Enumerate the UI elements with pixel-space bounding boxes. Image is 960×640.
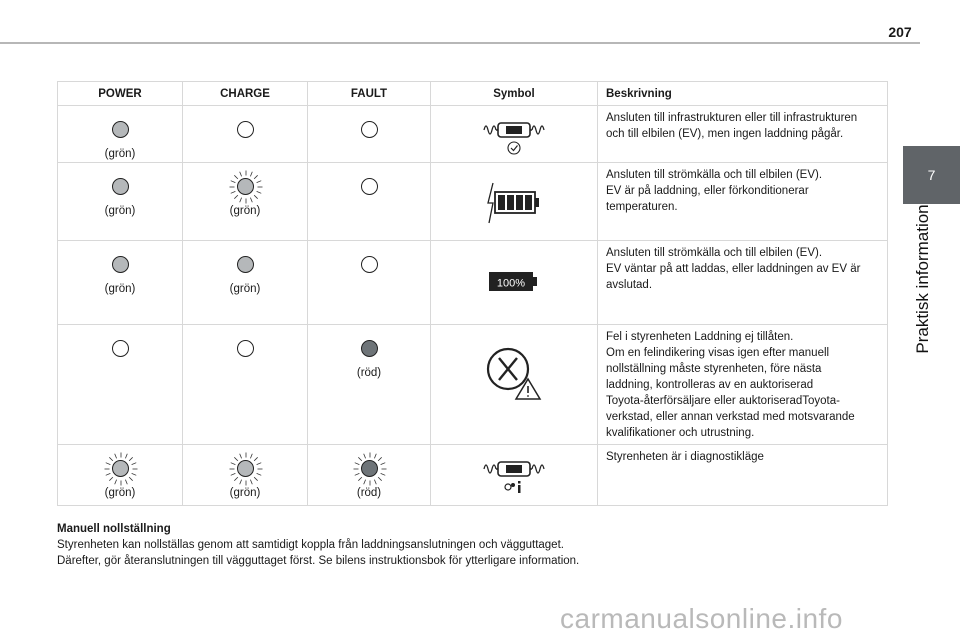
led-cell-power	[58, 325, 183, 445]
description-line: Styrenheten är i diagnostikläge	[606, 451, 764, 463]
description-line: nollställning måste styrenheten, före nästa	[606, 363, 822, 375]
led-cell-charge	[183, 241, 308, 325]
plug-diagnostic-icon	[431, 445, 597, 497]
battery-charging-icon	[431, 163, 597, 225]
description-cell	[598, 445, 888, 506]
led-color-label: (grön)	[104, 283, 136, 295]
led-cell-charge	[183, 106, 308, 163]
led-cell-charge	[183, 445, 308, 506]
header-divider	[0, 42, 920, 44]
table-row	[58, 445, 888, 506]
symbol-cell	[431, 241, 598, 325]
description-line: Ansluten till strömkälla och till elbilen (EV).	[606, 247, 823, 259]
led-off-icon	[361, 121, 378, 138]
led-on-green-icon	[112, 256, 129, 273]
table-row	[58, 325, 888, 445]
led-cell-power	[58, 241, 183, 325]
fault-warning-icon	[431, 325, 597, 401]
note-line: Styrenheten kan nollställas genom att samtidigt koppla från laddningsanslutningen och vägguttaget.	[57, 539, 564, 551]
description-line: Ansluten till infrastrukturen eller till infrastrukturen	[606, 112, 858, 124]
led-on-red-icon	[361, 340, 378, 357]
symbol-cell	[431, 163, 598, 241]
description-cell	[598, 325, 888, 445]
table-row	[58, 163, 888, 241]
led-off-icon	[112, 340, 129, 357]
led-color-label: (grön)	[104, 148, 136, 160]
led-cell-fault	[308, 325, 431, 445]
led-color-label: (grön)	[229, 487, 261, 499]
description-cell	[598, 106, 888, 163]
led-off-icon	[237, 340, 254, 357]
led-color-label: (röd)	[356, 367, 382, 379]
table-header-row	[58, 82, 888, 106]
led-cell-fault	[308, 106, 431, 163]
led-off-icon	[361, 256, 378, 273]
led-blinking-green-icon	[112, 460, 129, 477]
led-cell-fault	[308, 163, 431, 241]
led-color-label: (grön)	[104, 487, 136, 499]
led-cell-charge	[183, 163, 308, 241]
led-color-label: (röd)	[356, 487, 382, 499]
note-line: Därefter, gör återanslutningen till vägguttaget först. Se bilens instruktionsbok för ytterligare information.	[57, 555, 580, 567]
led-color-label: (grön)	[229, 205, 261, 217]
led-cell-charge	[183, 325, 308, 445]
led-cell-fault	[308, 445, 431, 506]
led-off-icon	[361, 178, 378, 195]
header-symbol: Symbol	[431, 82, 598, 106]
led-off-icon	[237, 121, 254, 138]
led-on-green-icon	[112, 178, 129, 195]
header-fault: FAULT	[308, 82, 431, 106]
charger-status-table	[57, 81, 888, 506]
led-blinking-green-icon	[237, 178, 254, 195]
description-line: Ansluten till strömkälla och till elbilen (EV).	[606, 169, 823, 181]
description-line: laddning, kontrolleras av en auktoriserad	[606, 379, 814, 391]
description-line: Toyota-återförsäljare eller auktoriseradToyota-	[606, 395, 840, 407]
led-on-green-icon	[112, 121, 129, 138]
note-title: Manuell nollställning	[57, 523, 171, 535]
led-blinking-red-icon	[361, 460, 378, 477]
header-description: Beskrivning	[598, 82, 888, 106]
description-line: Fel i styrenheten Laddning ej tillåten.	[606, 331, 794, 343]
description-line: verkstad, eller annan verkstad med motsvarande	[606, 411, 855, 423]
description-line: temperaturen.	[606, 201, 678, 213]
battery-full-icon	[431, 241, 597, 295]
header-charge: CHARGE	[183, 82, 308, 106]
led-blinking-green-icon	[237, 460, 254, 477]
description-line: EV väntar på att laddas, eller laddningen av EV är	[606, 263, 861, 275]
chapter-title: Praktisk information	[913, 204, 932, 354]
description-line: Om en felindikering visas igen efter manuell	[606, 347, 830, 359]
led-cell-power	[58, 163, 183, 241]
led-cell-fault	[308, 241, 431, 325]
manual-reset-note	[57, 521, 579, 569]
description-cell	[598, 241, 888, 325]
description-line: kvalifikationer och utrustning.	[606, 427, 755, 439]
led-color-label: (grön)	[229, 283, 261, 295]
plug-connected-check-icon	[431, 106, 597, 158]
led-cell-power	[58, 106, 183, 163]
led-on-green-icon	[237, 256, 254, 273]
header-power: POWER	[58, 82, 183, 106]
description-line: EV är på laddning, eller förkonditionerar	[606, 185, 809, 197]
description-line: och till elbilen (EV), men ingen laddning pågår.	[606, 128, 844, 140]
chapter-tab[interactable]: 7	[903, 146, 960, 204]
led-color-label: (grön)	[104, 205, 136, 217]
symbol-cell	[431, 445, 598, 506]
page-number: 207	[888, 24, 912, 40]
symbol-cell	[431, 325, 598, 445]
watermark: carmanualsonline.info	[560, 603, 843, 634]
description-line: avslutad.	[606, 279, 653, 291]
symbol-cell	[431, 106, 598, 163]
table-row	[58, 241, 888, 325]
battery-percent-text: 100%	[496, 277, 526, 290]
table-row	[58, 106, 888, 163]
description-cell	[598, 163, 888, 241]
led-cell-power	[58, 445, 183, 506]
